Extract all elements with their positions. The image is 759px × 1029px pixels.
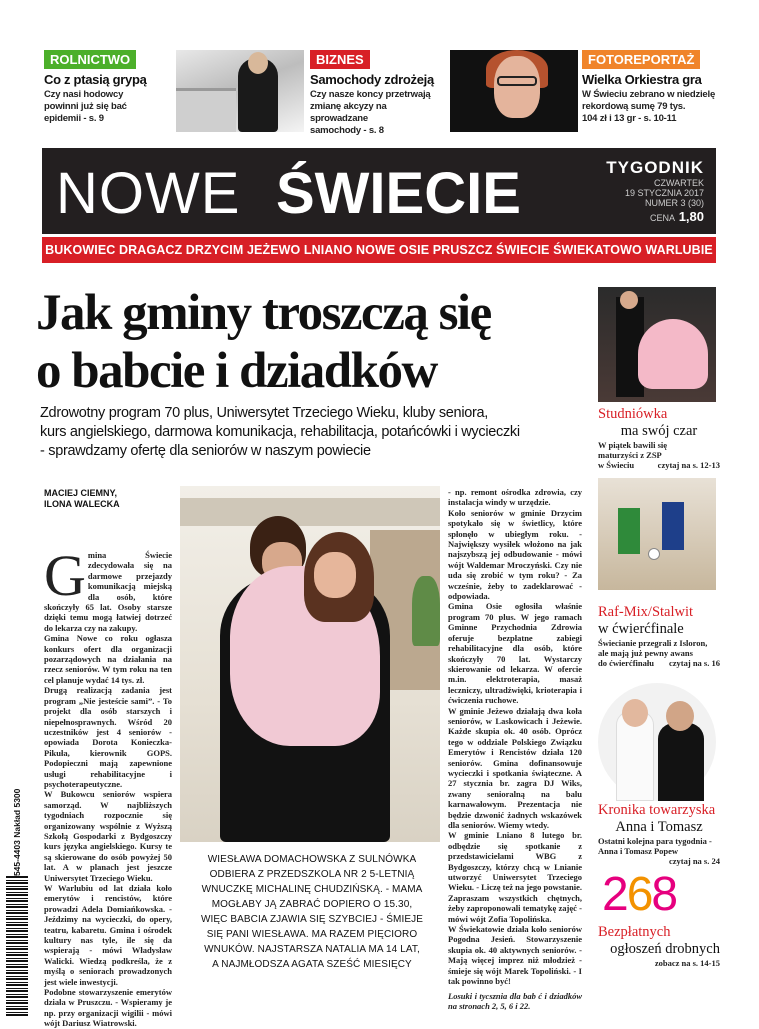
article-closer: Losuki i tycsznia dla bab ć i dziadków na stronach 2, 5, 6 i 22.	[448, 990, 582, 1011]
headline-deck: Zdrowotny program 70 plus, Uniwersytet Trzeciego Wieku, kluby seniora, kurs angielskiego, darmowa komunikacja, rehabilitacja, potańcówki i wycieczki - sprawdzamy ofertę dla seniorów w naszym powiecie	[40, 405, 520, 459]
teaser-rolnictwo[interactable]	[44, 50, 172, 125]
issue-info	[606, 158, 704, 224]
teaser-fotoreportaz[interactable]	[582, 50, 722, 125]
teaser-body: W Świeciu zebrano w niedzielę rekordową sumę 79 tys. 104 zł i 13 gr - s. 10-11	[582, 89, 716, 124]
teaser-text: Świecianie przegrali z Isloron, ale mają już pewny awans do ćwierćfinału czytaj na s. 16	[598, 638, 720, 668]
main-photo-grandmother-granddaughter	[180, 486, 440, 842]
teaser-photo-man-car	[176, 50, 304, 132]
article-column-1: G mina Świecie zdecydowała się na darmowe przejazdy komunikacją miejską dla osób, które skończyły 65 lat. Osoby starsze dzięki temu mogą łatwiej dotrzeć do lekarza czy na zakupy. Gmina Nowe co roku ogłasza konkurs ofert dla organizacji pozarządowych na działania na rzecz seniorów. W tym roku na ten cel planuje wydać 14 tys. zł. Drugą realizacją zadania jest program „Nie jesteście sami”. - To projekt dla osób starszych i niepełnosprawnych. Wśród 20 uczestników jest 4 seniorów - opowiada Dorota Konieczka-Pikuła, kierownik GOPS. Podopieczni mają zapewnione usługi rehabilitacyjne i psychoterapeutyczne. W Bukowcu seniorów wspiera samorząd. W najbliższych tygodniach rozpocznie się organizowany wspólnie z Wyższą Szkołą Gospodarki z Bydgoszczy kurs języka angielskiego. Kursy te są skierowane do osób powyżej 50 lat. A w planach jest jeszcze Uniwersytet Trzeciego Wieku. W Warlubiu od lat działa koło emerytów i rencistów, które prowadzi Adela Domiańkowska. - Jeździmy na wycieczki, do opery, teatru, kabaretu. Gmina i ośrodek kultury nas tyle, ile się da wspierają - mówi Władysław Walicki. Wiedzą podkreśla, że z myślą o seniorach prowadzonych jest wiele inwestycji. Podobne stowarzyszenie emerytów działa w Pruszczu. - Wspieramy je np. przy organizacji wigilii - mówi wójt Dariusz Wiatrowski.	[44, 543, 172, 1029]
dropcap: G	[44, 543, 86, 608]
teaser-sub: w ćwierćfinale	[598, 621, 684, 637]
section-tag: BIZNES	[310, 50, 370, 69]
teaser-photo-woman	[450, 50, 578, 132]
issue-price: CENA 1,80	[650, 209, 704, 224]
teaser-sub: ma swój czar	[620, 423, 698, 439]
weekly-label: TYGODNIK	[606, 158, 704, 177]
issue-number: NUMER 3 (30)	[644, 198, 704, 208]
teaser-futsal[interactable]	[598, 604, 720, 668]
masthead	[42, 148, 716, 234]
issue-day: CZWARTEK	[653, 178, 704, 188]
teaser-kronika[interactable]	[598, 802, 720, 866]
byline: MACIEJ CIEMNY, ILONA WALECKA	[44, 488, 120, 509]
masthead-title-nowe: NOWE	[56, 161, 241, 226]
issue-date: 19 STYCZNIA 2017	[624, 188, 704, 198]
teaser-title: Wielka Orkiestra gra	[582, 72, 702, 87]
barcode	[6, 876, 28, 1016]
classifieds-count[interactable]: 268	[602, 868, 677, 921]
futsal-photo	[598, 478, 716, 590]
teaser-head: Studniówka	[598, 406, 668, 422]
article-column-3: - np. remont ośrodka zdrowia, czy instalacja windy w urzędzie. Koło seniorów w gminie Drzycim spotykało się w świetlicy, które spłonęło w ubiegłym roku. - Największy wysiłek włożono na jak najszybszą jej odbudowanie - mówi wójt Waldemar Mroczyński. Czy nie uda się zrobić w tym roku? - Za wcześnie, żeby to zadeklarować - odpowiada. Gmina Osie ogłosiła właśnie program 70 plus. W jego ramach Gminne Przychodnia Zdrowia oferuje bezpłatne zabiegi rehabilitacyjne dla osób, które skończyły 70 lat. Wystarczy skierowanie od lekarza. W ofercie m.in. elektroterapia, masaż leczniczy, ultradźwięki, krioterapia i ćwiczenia ruchowe. W gminie Jeżewo działają dwa koła seniorów, w Laskowicach i Jeżewie. Każde skupia ok. 40 osób. Oprócz tego w oddziale Polskiego Związku Emerytów i Rencistów działa 120 seniorów. Gmina dofinansowuje wycieczki i spotkania świąteczne. A 27 stycznia br. zagra DJ Wiks, zwany senioralną na balu karnawałowym. Prezentacja nie będzie dzwonić żadnych wskazówek dla seniorów. Wiemy wtedy. W gminie Lniano 8 lutego br. odbędzie się spotkanie z przedstawicielami WBG z Bydgoszczy, którzy chcą w Lnianie utworzyć Uniwersytet Trzeciego Wieku. - Liczę też na jego powstanie. Zapraszam wszystkich chętnych, żeby zaproponowali tematykę zajęć - mówi wójt Zofia Topolińska. W Świekatowie działa koło seniorów Pogodna Jesień. Stowarzyszenie skupia ok. 40 aktywnych seniorów. - Mają więcej imprez niż młodzież - śmieje się wójt Marek Topoliński. - I tak powinno być! Losuki i tycsznia dla bab ć i dziadków na stronach 2, 5, 6 i 22.	[448, 487, 582, 1011]
teaser-text: Ostatni kolejna para tygodnia - Anna i Tomasz Popew	[598, 836, 712, 856]
teaser-text: W piątek bawili się maturzyści z ZSP w Świeciu czytaj na s. 12-13	[598, 440, 720, 470]
masthead-title-swiecie: ŚWIECIE	[276, 161, 521, 226]
wedding-photo	[598, 683, 716, 801]
classifieds-ref: zobacz na s. 14-15	[654, 958, 720, 968]
classifieds-teaser	[598, 924, 720, 968]
classifieds-line1: Bezpłatnych	[598, 924, 671, 940]
studniowka-photo	[598, 287, 716, 402]
teaser-biznes[interactable]	[310, 50, 446, 137]
main-headline[interactable]: Jak gminy troszczą się o babcie i dziadków	[36, 285, 491, 399]
towns-bar: BUKOWIEC DRAGACZ DRZYCIM JEŻEWO LNIANO NOWE OSIE PRUSZCZ ŚWIECIE ŚWIEKATOWO WARLUBIE	[42, 237, 716, 263]
photo-caption: WIESŁAWA DOMACHOWSKA Z SULNÓWKA ODBIERA Z PRZEDSZKOLA NR 2 5-LETNIĄ WNUCZKĘ MICHALINĘ CHUDZIŃSKĄ. - MAMA MOGŁABY JĄ ZABRAĆ DOPIERO O 15.30, WIĘC BABCIA ZJAWIA SIĘ SZYBCIEJ - ŚMIEJE SIĘ PANI WIESŁAWA. MA RAZEM PIĘCIORO WNUKÓW. NAJSTARSZA NATALIA MA 14 LAT, A NAJMŁODSZA AGATA SZEŚĆ MIESIĘCY	[200, 854, 423, 970]
teaser-studniowka[interactable]	[598, 406, 720, 470]
teaser-title: Co z ptasią grypą	[44, 72, 147, 87]
section-tag: ROLNICTWO	[44, 50, 136, 69]
teaser-body: Czy nasi hodowcy powinni już się bać epidemii - s. 9	[44, 89, 127, 124]
teaser-body: Czy nasze koncy przetrwają zmianę akcyzy na sprowadzane samochody - s. 8	[310, 89, 431, 136]
teaser-sub: Anna i Tomasz	[615, 819, 703, 835]
teaser-title: Samochody zdrożeją	[310, 72, 434, 87]
teaser-head: Kronika towarzyska	[598, 802, 716, 818]
classifieds-line2: ogłoszeń drobnych	[610, 941, 720, 957]
teaser-ref: czytaj na s. 24	[669, 856, 720, 866]
section-tag: FOTOREPORTAŻ	[582, 50, 700, 69]
teaser-head: Raf-Mix/Stalwit	[598, 604, 694, 620]
